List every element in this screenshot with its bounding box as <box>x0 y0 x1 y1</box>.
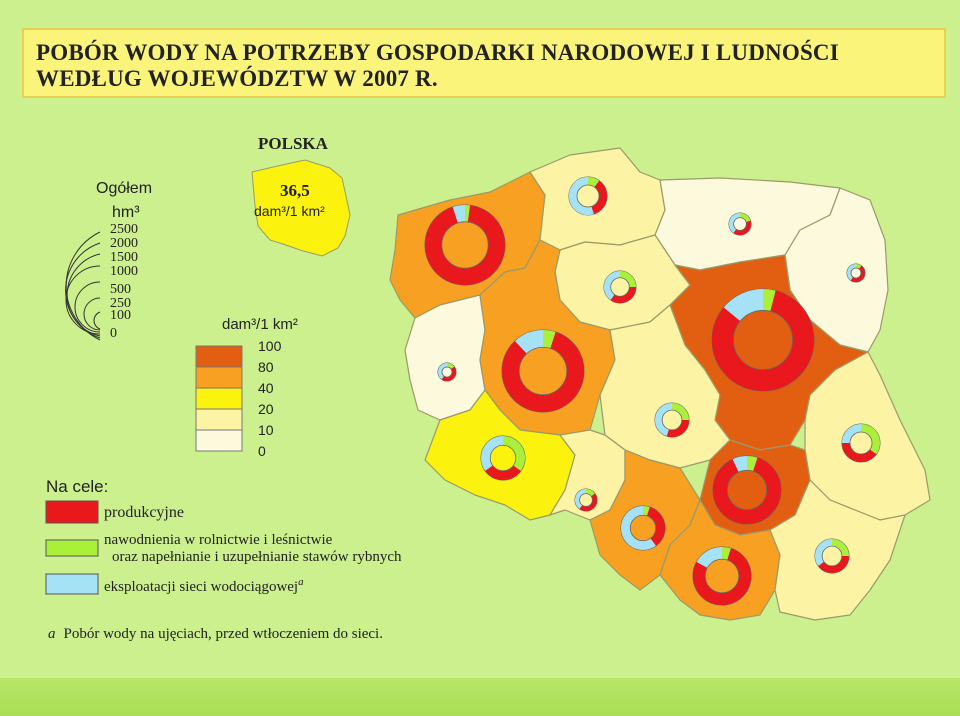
density-legend-box <box>196 430 242 451</box>
density-legend-title: dam³/1 km² <box>222 316 298 333</box>
density-legend-boxes <box>196 346 242 451</box>
purpose-label-nawodnienia-2: oraz napełnianie i uzupełnianie stawów rybnych <box>112 549 402 565</box>
donut-segment <box>856 266 860 267</box>
density-legend-label: 100 <box>258 338 282 354</box>
size-legend-step: 1000 <box>110 264 138 279</box>
density-legend-box <box>196 367 242 388</box>
donut-segment <box>747 463 755 464</box>
density-legend-box <box>196 346 242 367</box>
donut-segment <box>455 213 465 215</box>
region-pomorskie <box>530 148 665 250</box>
size-legend-step: 0 <box>110 326 117 341</box>
size-arc-250 <box>84 298 100 330</box>
density-legend-label: 80 <box>258 359 274 375</box>
density-legend-box <box>196 388 242 409</box>
size-legend-unit: hm³ <box>112 204 140 221</box>
donut-segment <box>763 300 773 301</box>
purpose-legend-title: Na cele: <box>46 477 109 496</box>
size-legend-step: 2500 <box>110 222 138 237</box>
footnote-text: Pobór wody na ujęciach, przed wtłoczeniem do sieci. <box>63 626 383 642</box>
purpose-label-produkcyjne: produkcyjne <box>104 504 184 521</box>
size-legend-title: Ogółem <box>96 180 153 197</box>
density-legend-label: 40 <box>258 380 274 396</box>
size-legend-step: 250 <box>110 296 131 311</box>
inset-label: POLSKA <box>258 134 328 153</box>
inset-unit: dam³/1 km² <box>254 203 325 219</box>
legend-box-nawodnienia <box>46 540 98 556</box>
size-arc-100 <box>94 312 100 329</box>
donut-segment <box>736 463 747 466</box>
donut-segment <box>722 553 729 554</box>
map-title-line-1: POBÓR WODY NA POTRZEBY GOSPODARKI NARODOWEJ I LUDNOŚCI <box>36 40 839 65</box>
donut-segment <box>643 511 648 512</box>
donut-segment <box>588 181 597 184</box>
size-legend-arcs <box>66 232 100 340</box>
donut-segment <box>521 339 543 348</box>
footnote <box>48 626 383 643</box>
inset-value: 36,5 <box>280 181 310 200</box>
size-legend-step: 500 <box>110 282 131 297</box>
purpose-label-wodociagi <box>104 576 304 596</box>
density-legend-label: 20 <box>258 401 274 417</box>
density-legend-box <box>196 409 242 430</box>
purpose-label-nawodnienia-1: nawodnienia w rolnictwie i leśnictwie <box>104 532 333 548</box>
footnote-marker: a <box>48 626 56 642</box>
legend-box-produkcyjne <box>46 501 98 523</box>
size-legend-step: 2000 <box>110 236 138 251</box>
purpose-label-wodociagi-text: eksploatacji sieci wodociągowej <box>104 579 299 595</box>
donut-segment <box>543 339 553 341</box>
legend-box-wodociagi <box>46 574 98 594</box>
density-legend-label: 0 <box>258 443 266 459</box>
density-legend-label: 10 <box>258 422 274 438</box>
size-legend-step: 1500 <box>110 250 138 265</box>
size-legend-step: 100 <box>110 308 131 323</box>
purpose-label-wodociagi-sup: a <box>298 576 304 588</box>
map-title-line-2: WEDŁUG WOJEWÓDZTW W 2007 R. <box>36 66 438 91</box>
